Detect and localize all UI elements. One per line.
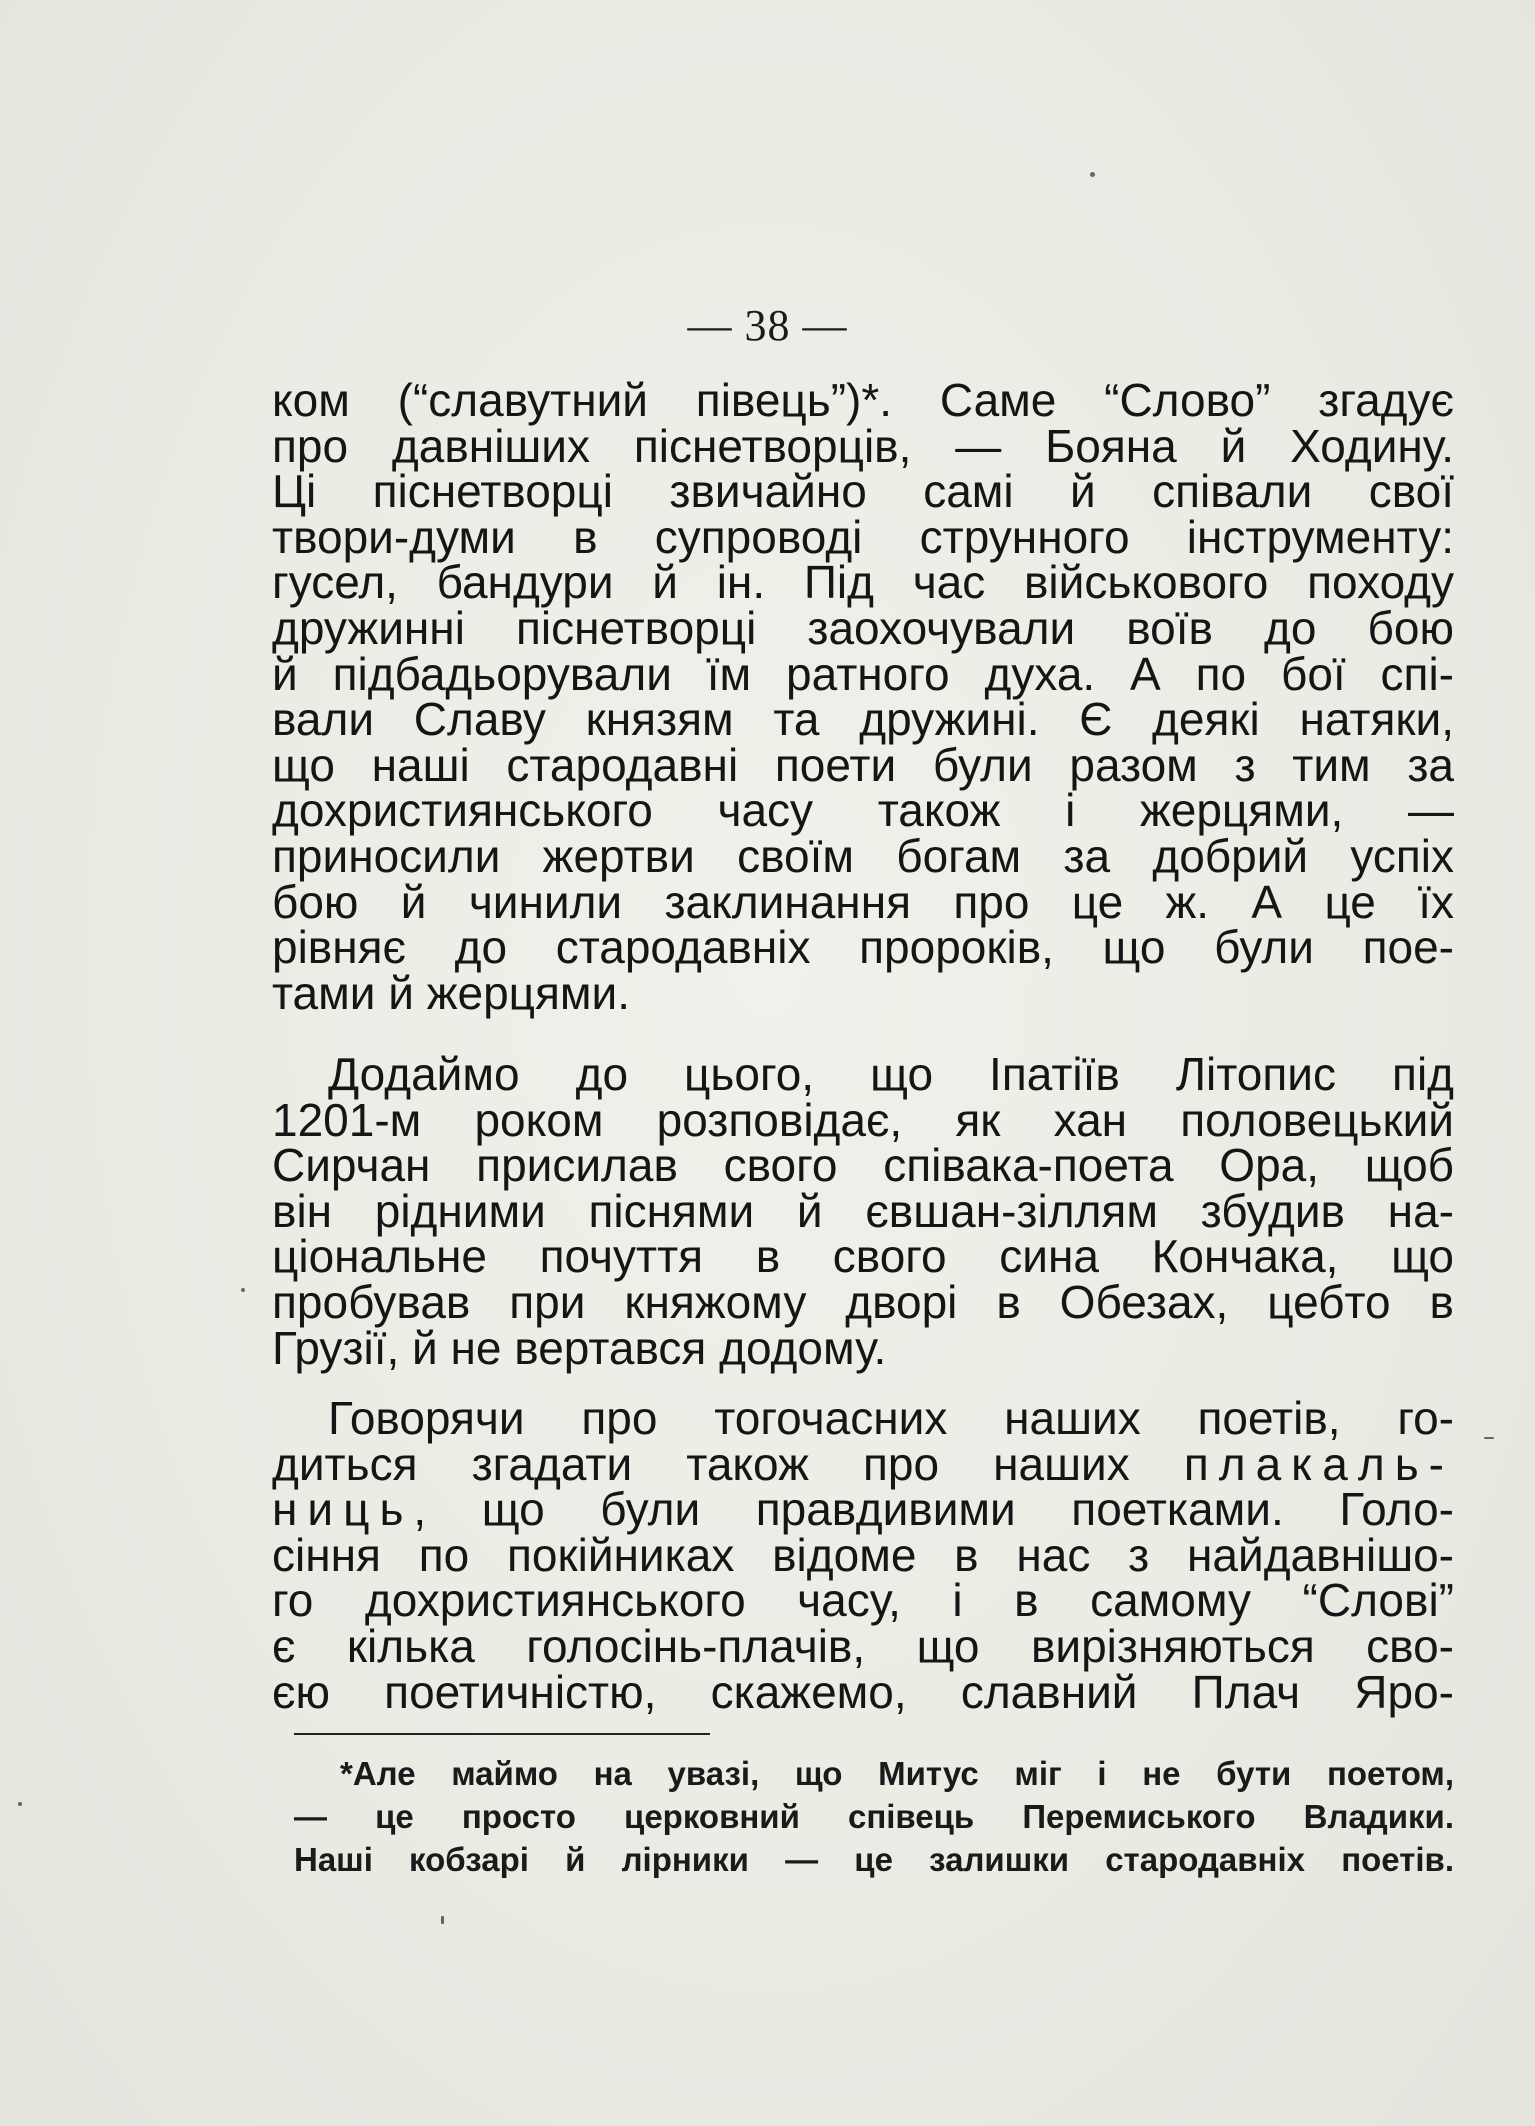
text-line: вали Славу князям та дружині. Є деякі натяки, [272,693,1454,746]
paragraph-2 [272,1048,1454,1374]
footnote-line: *Але маймо на увазі, що Митус міг і не бути поетом, [340,1755,1454,1792]
text-fragment: , що були правдивими поетками. Голо- [413,1483,1454,1536]
scan-speck [18,1802,22,1806]
text-line: ціональне почуття в свого сина Кончака, що [272,1230,1454,1283]
text-line: твори-думи в супроводі струнного інструменту: [272,510,1454,563]
footnote-line: — це просто церковний співець Перемиського Владики. [294,1798,1454,1835]
text-line [272,1483,1454,1536]
scan-speck [441,1916,444,1924]
spaced-emphasis: ниць [272,1483,414,1536]
scan-speck [241,1288,245,1292]
footnote [294,1752,1454,1881]
text-line: Додаймо до цього, що Іпатіїв Літопис під [328,1048,1454,1100]
footnote-line: Наші кобзарі й лірники — це залишки стародавніх поетів. [294,1841,1454,1878]
text-line: він рідними піснями й євшан-зіллям збудив на- [272,1184,1454,1237]
text-fragment: диться згадати також про наших [272,1437,1184,1490]
text-line: тами й жерцями. [272,966,631,1019]
text-line: Ці піснетворці звичайно самі й співали свої [272,465,1454,518]
footnote-divider [294,1733,710,1735]
text-line: рівняє до стародавніх пророків, що були пое- [272,921,1454,974]
text-line: дружинні піснетворці заохочували воїв до бою [272,601,1454,654]
text-line: пробував при княжому дворі в Обезах, цебто в [272,1275,1454,1328]
spaced-emphasis: плакаль- [1183,1437,1454,1490]
text-line: Говорячи про тогочасних наших поетів, го- [328,1392,1454,1444]
text-line: що наші стародавні поети були разом з тим за [272,738,1454,791]
text-line: й підбадьорували їм ратного духа. А по бої спі- [272,647,1454,700]
text-line: дохристиянського часу також і жерцями, — [272,784,1454,837]
text-line [272,1437,1454,1490]
paragraph-3 [272,1392,1454,1718]
text-line: 1201-м роком розповідає, як хан половецький [272,1093,1454,1146]
paragraph-1 [272,374,1454,1019]
text-line: ком (“славутний півець”)*. Саме “Слово” згадує [272,374,1454,426]
text-line: є кілька голосінь-плачів, що вирізняються сво- [272,1619,1454,1672]
text-line: про давніших піснетворців, — Бояна й Ходину. [272,419,1454,472]
text-line: Грузії, й не вертався додому. [272,1321,887,1374]
text-line: приносили жертви своїм богам за добрий успіх [272,829,1454,882]
text-line: єю поетичністю, скажемо, славний Плач Яро- [272,1665,1454,1718]
text-line: го дохристиянського часу, і в самому “Слові” [272,1574,1454,1627]
scan-speck [1484,1437,1494,1439]
text-line: бою й чинили заклинання про це ж. А це їх [272,875,1454,928]
text-line: сіння по покійниках відоме в нас з найдавнішо- [272,1528,1454,1581]
scan-speck [1090,172,1095,177]
page-number: — 38 — [687,301,848,350]
text-line: гусел, бандури й ін. Під час військового походу [272,556,1454,609]
text-line: Сирчан присилав свого співака-поета Ора, щоб [272,1139,1454,1192]
